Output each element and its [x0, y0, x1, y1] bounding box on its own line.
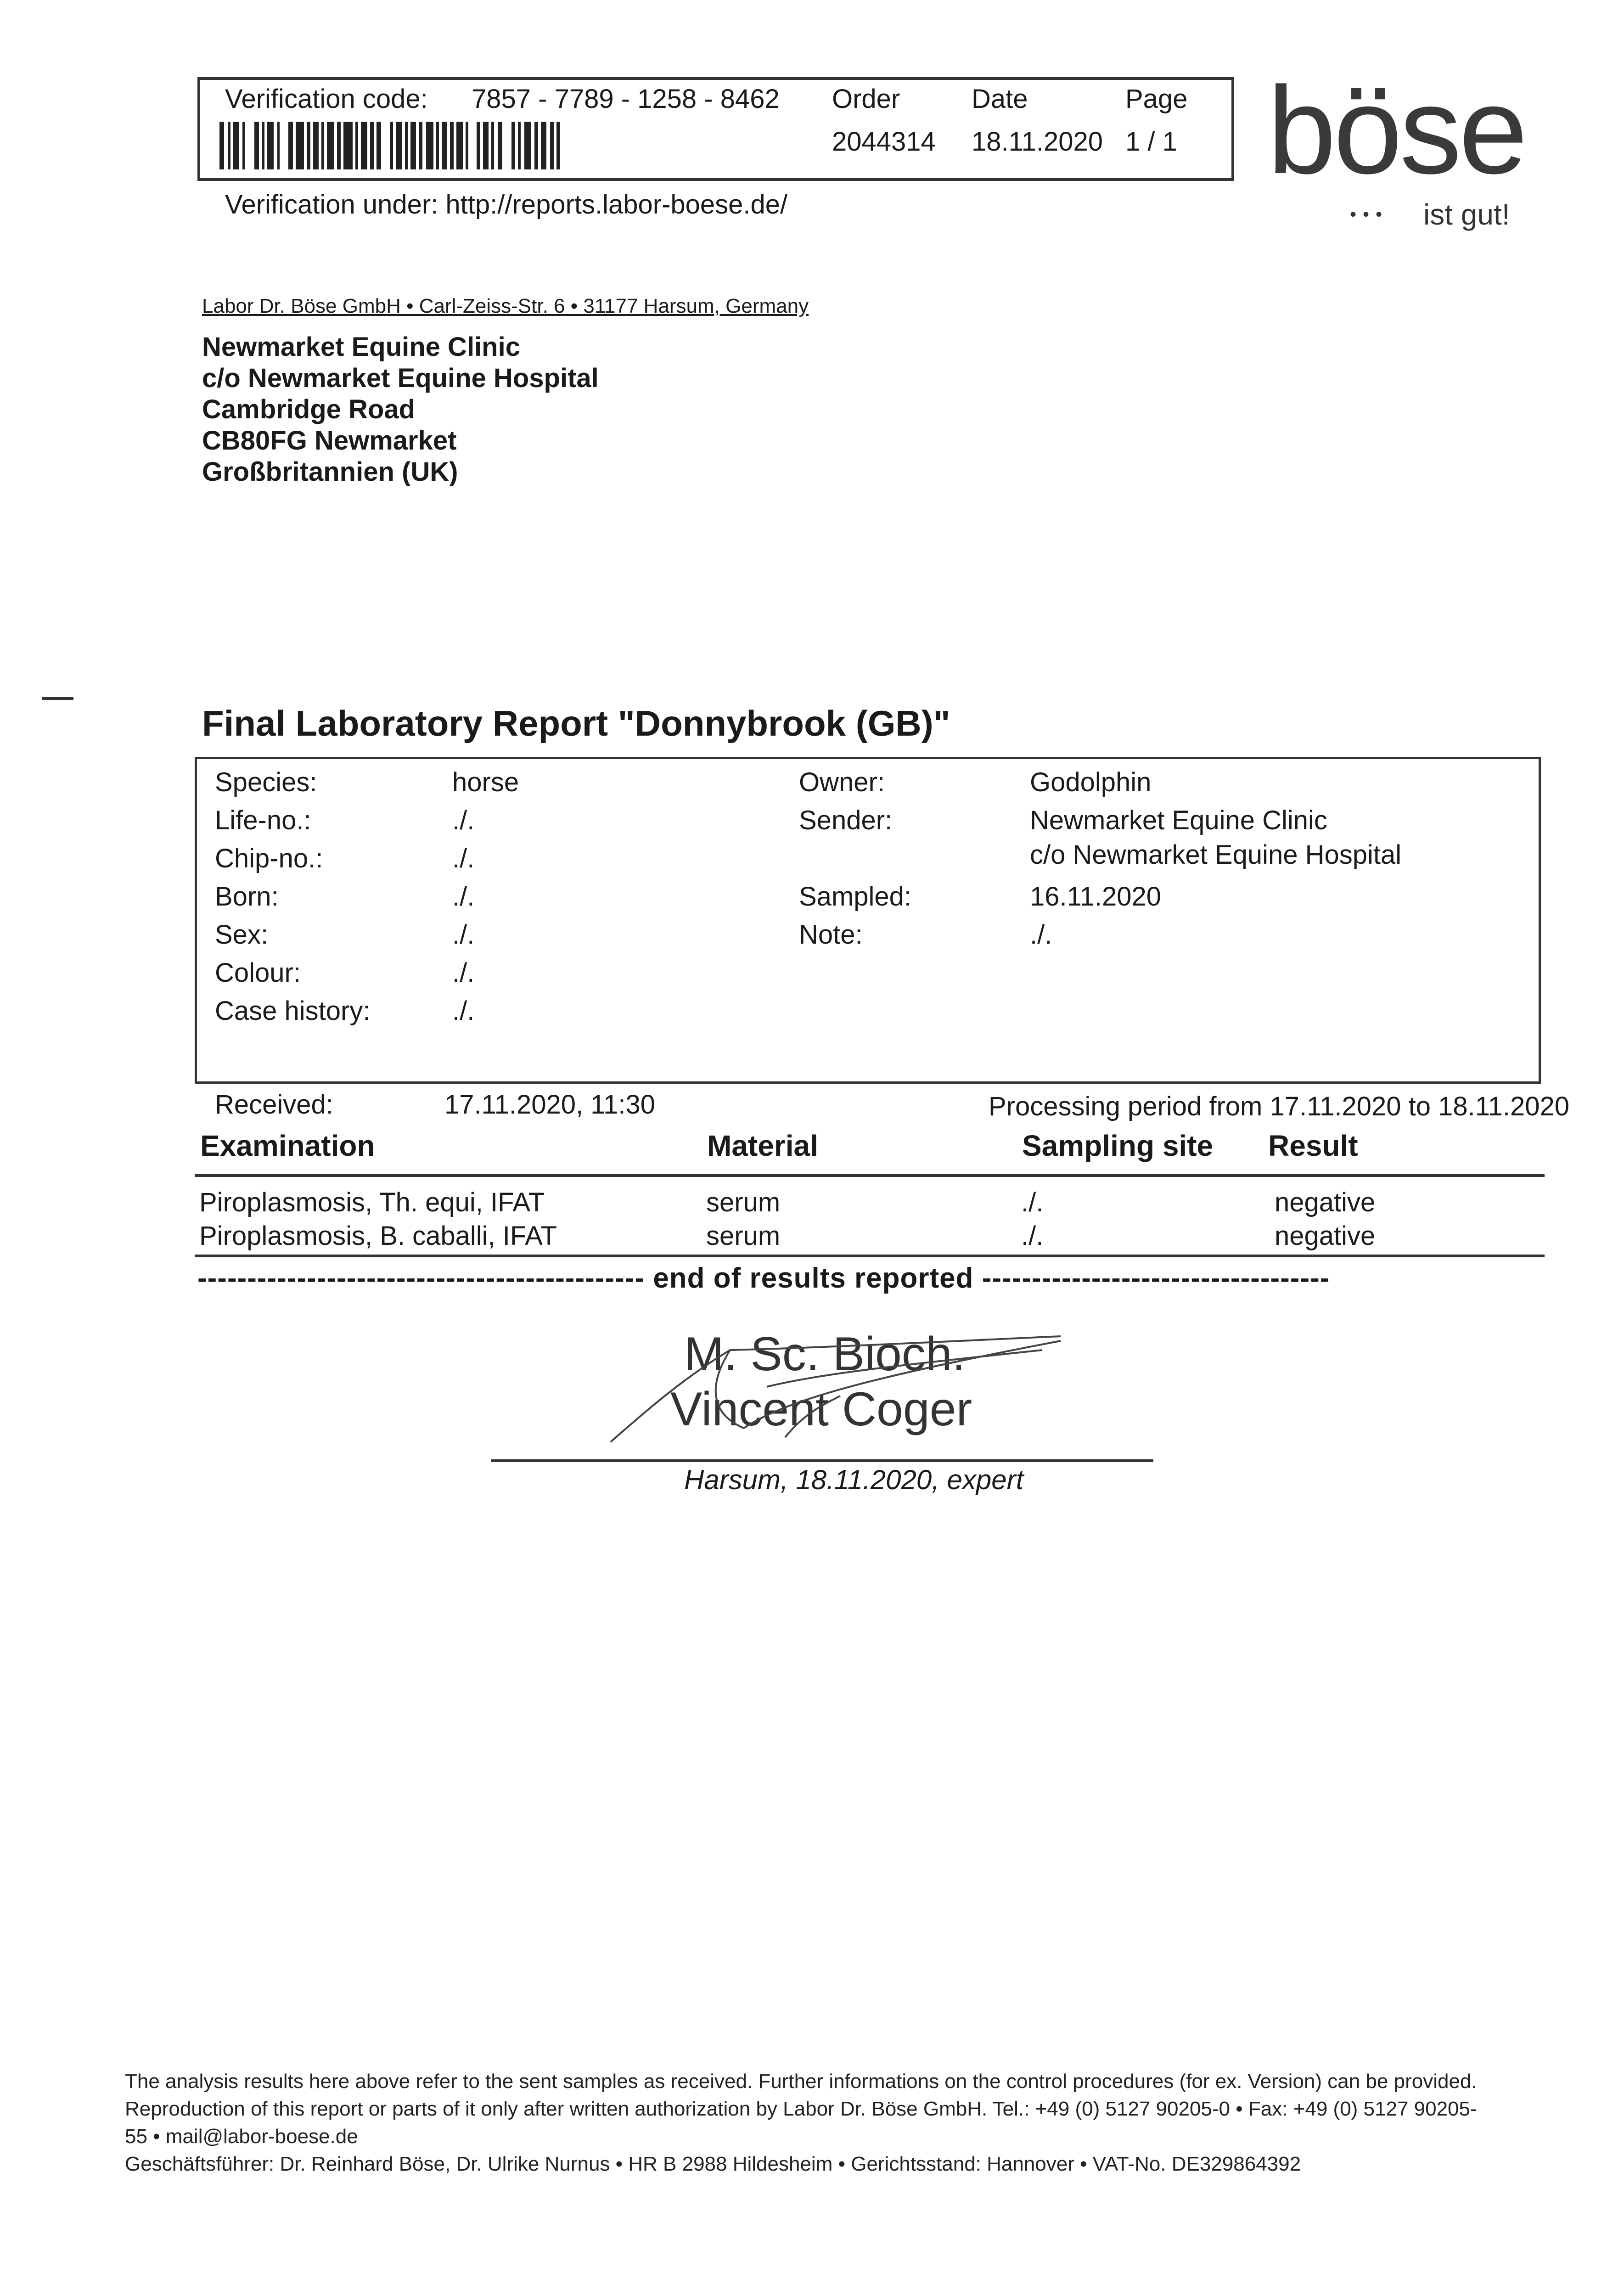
- verification-code: 7857 - 7789 - 1258 - 8462: [472, 84, 780, 114]
- verification-code-label: Verification code:: [225, 84, 428, 114]
- handwritten-signature: [592, 1322, 1079, 1460]
- logo-dots: •••: [1350, 204, 1389, 225]
- table-footer-rule: [195, 1255, 1545, 1257]
- footer-line: 55 • mail@labor-boese.de: [125, 2125, 358, 2148]
- chip-no-value: ./.: [452, 844, 475, 873]
- report-title: Final Laboratory Report "Donnybrook (GB)": [202, 703, 950, 743]
- fold-mark: [42, 697, 73, 700]
- sender-value-line2: c/o Newmarket Equine Hospital: [1030, 840, 1402, 870]
- owner-value: Godolphin: [1030, 767, 1152, 797]
- sex-value: ./.: [452, 920, 475, 950]
- column-header-examination: Examination: [200, 1129, 375, 1162]
- page-number: 1 / 1: [1125, 127, 1177, 157]
- note-label: Note:: [799, 920, 863, 950]
- column-header-sampling-site: Sampling site: [1022, 1129, 1214, 1162]
- case-history-label: Case history:: [215, 996, 371, 1026]
- logo-wordmark: böse: [1267, 62, 1525, 200]
- life-no-value: ./.: [452, 805, 475, 835]
- species-value: horse: [452, 767, 519, 797]
- sender-value: Newmarket Equine Clinic: [1030, 805, 1327, 835]
- colour-value: ./.: [452, 958, 475, 988]
- recipient-address-line: Cambridge Road: [202, 394, 416, 424]
- life-no-label: Life-no.:: [215, 805, 311, 835]
- verification-url: Verification under: http://reports.labor-boese.de/: [225, 190, 788, 219]
- sex-label: Sex:: [215, 920, 269, 950]
- sampled-label: Sampled:: [799, 882, 912, 912]
- report-date: 18.11.2020: [972, 127, 1103, 157]
- footer-line: Reproduction of this report or parts of it only after written authorization by Labor Dr. Böse GmbH. Tel.: +49 (0) 5127 90205-0 • Fax: +49 (0) 5127 90205-: [125, 2098, 1477, 2120]
- case-history-value: ./.: [452, 996, 475, 1026]
- table-cell-sampling-site: ./.: [1021, 1187, 1044, 1217]
- species-label: Species:: [215, 767, 317, 797]
- sender-address-line: Labor Dr. Böse GmbH • Carl-Zeiss-Str. 6 • 31177 Harsum, Germany: [202, 295, 809, 317]
- chip-no-label: Chip-no.:: [215, 844, 323, 873]
- recipient-address-line: CB80FG Newmarket: [202, 426, 457, 456]
- sampled-value: 16.11.2020: [1030, 882, 1161, 912]
- note-value: ./.: [1030, 920, 1052, 950]
- table-cell-sampling-site: ./.: [1021, 1221, 1044, 1251]
- table-cell-result: negative: [1275, 1221, 1376, 1251]
- order-label: Order: [832, 84, 900, 114]
- born-label: Born:: [215, 882, 279, 912]
- received-label: Received:: [215, 1090, 333, 1120]
- signature-title: M. Sc. Bioch.: [684, 1328, 966, 1381]
- end-of-results: --------------------------------------------- end of results reported -----------------------------------: [197, 1262, 1330, 1294]
- page-label: Page: [1125, 84, 1188, 114]
- born-value: ./.: [452, 882, 475, 912]
- processing-period: Processing period from 17.11.2020 to 18.11.2020: [989, 1092, 1570, 1121]
- table-header-rule: [195, 1174, 1545, 1177]
- signature-line: [491, 1459, 1153, 1462]
- signature-name: Vincent Coger: [670, 1383, 972, 1436]
- owner-label: Owner:: [799, 767, 885, 797]
- table-cell-material: serum: [706, 1187, 781, 1217]
- table-cell-result: negative: [1275, 1187, 1376, 1217]
- table-cell-examination: Piroplasmosis, B. caballi, IFAT: [199, 1221, 557, 1251]
- recipient-address-line: c/o Newmarket Equine Hospital: [202, 363, 599, 393]
- sender-label: Sender:: [799, 805, 893, 835]
- colour-label: Colour:: [215, 958, 301, 988]
- barcode-icon: [219, 122, 560, 169]
- order-number: 2044314: [832, 127, 936, 157]
- received-value: 17.11.2020, 11:30: [444, 1090, 656, 1120]
- column-header-result: Result: [1268, 1129, 1358, 1162]
- table-cell-material: serum: [706, 1221, 781, 1251]
- signature-place-date: Harsum, 18.11.2020, expert: [684, 1464, 1024, 1495]
- column-header-material: Material: [707, 1129, 818, 1162]
- date-label: Date: [972, 84, 1028, 114]
- table-cell-examination: Piroplasmosis, Th. equi, IFAT: [199, 1187, 545, 1217]
- recipient-address-line: Newmarket Equine Clinic: [202, 332, 520, 362]
- recipient-address-line: Großbritannien (UK): [202, 457, 458, 487]
- footer-line: The analysis results here above refer to the sent samples as received. Further informations on the control procedures (for ex. Version) can be provided.: [125, 2070, 1477, 2093]
- footer-line: Geschäftsführer: Dr. Reinhard Böse, Dr. Ulrike Nurnus • HR B 2988 Hildesheim • Gerichtsstand: Hannover • VAT-No. DE329864392: [125, 2153, 1301, 2175]
- logo-tagline: ist gut!: [1423, 198, 1510, 231]
